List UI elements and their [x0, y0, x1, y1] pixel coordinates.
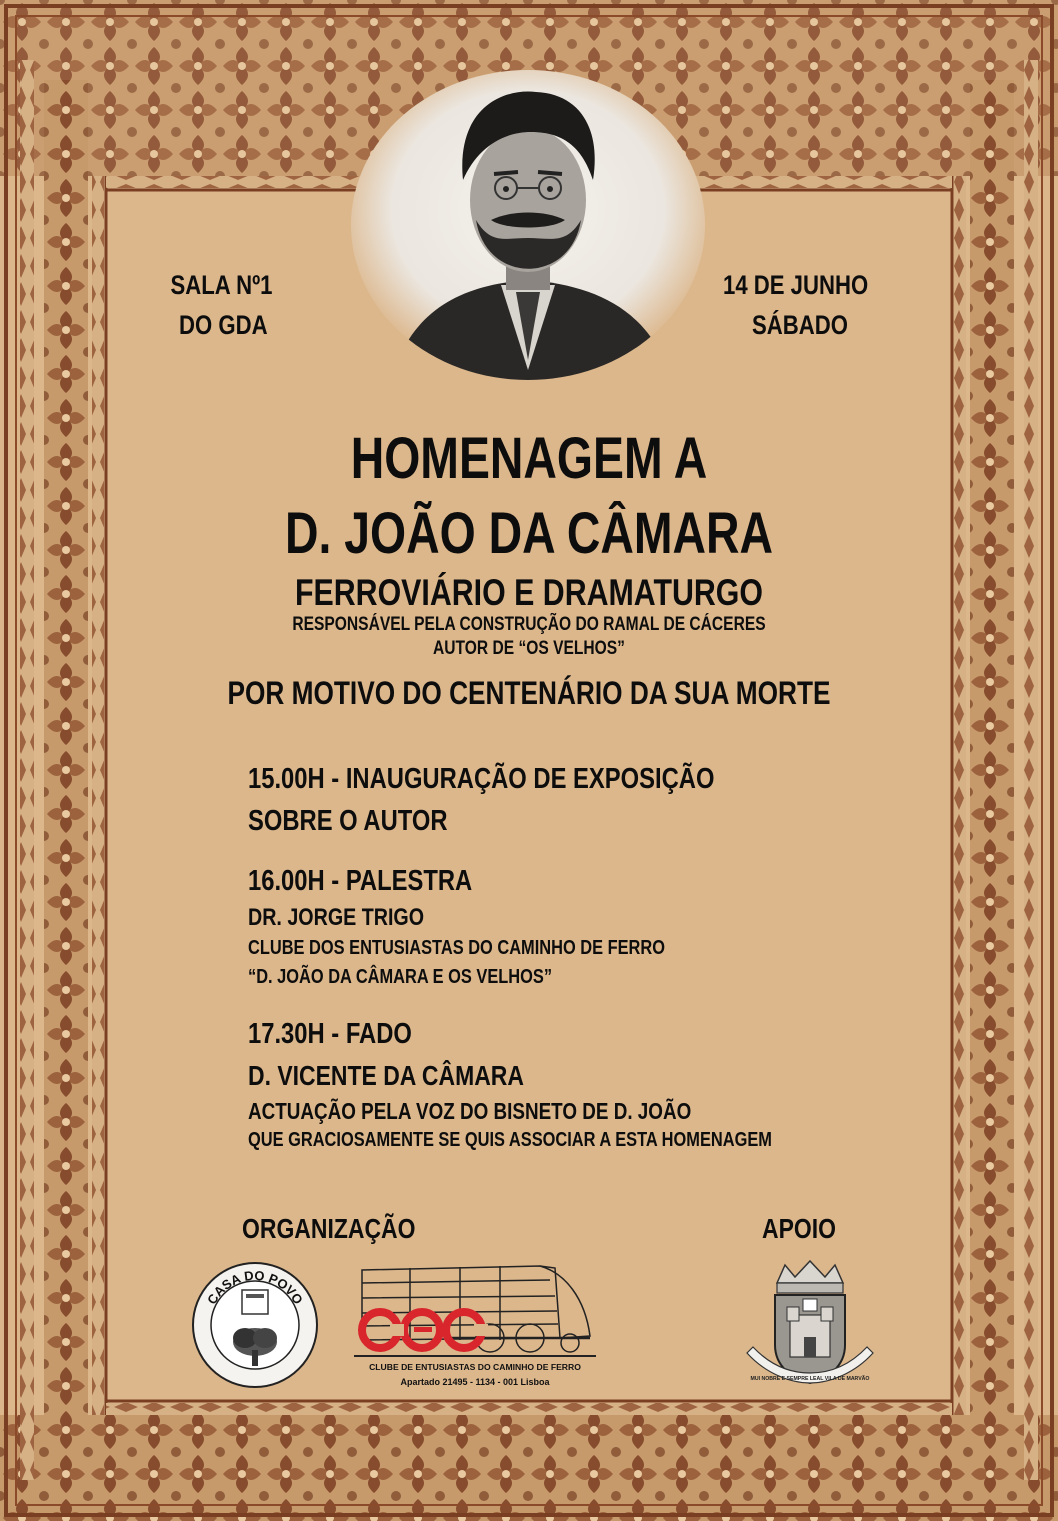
program-item-2-org: CLUBE DOS ENTUSIASTAS DO CAMINHO DE FERRO: [248, 937, 666, 959]
portrait-photo: [351, 70, 705, 380]
description-line-2: AUTOR DE “OS VELHOS”: [433, 638, 625, 659]
title-line-1: HOMENAGEM A: [350, 426, 708, 491]
support-label: APOIO: [762, 1213, 836, 1244]
svg-text:Apartado 21495 - 1134 - 001 Li: Apartado 21495 - 1134 - 001 Lisboa: [400, 1377, 550, 1387]
svg-text:CLUBE DE ENTUSIASTAS DO CAMINH: CLUBE DE ENTUSIASTAS DO CAMINHO DE FERRO: [369, 1362, 581, 1372]
municipal-coat-of-arms-icon: [735, 1255, 885, 1395]
portrait-icon: [351, 70, 705, 380]
program-item-2-speaker: DR. JORGE TRIGO: [248, 904, 425, 931]
date-line-2: SÁBADO: [752, 310, 848, 340]
date-line-1: 14 DE JUNHO: [723, 270, 869, 300]
title-line-2: D. JOÃO DA CÂMARA: [284, 501, 774, 566]
program-item-2-talk: “D. JOÃO DA CÂMARA E OS VELHOS”: [248, 966, 553, 988]
svg-text:MUI NOBRE E SEMPRE LEAL VILA D: MUI NOBRE E SEMPRE LEAL VILA DE MARVÃO: [750, 1376, 870, 1382]
venue-line-2: DO GDA: [179, 310, 268, 340]
tree-emblem-logo-icon: [190, 1260, 320, 1390]
program-item-3-detail-2: QUE GRACIOSAMENTE SE QUIS ASSOCIAR A ESTA HOMENAGEM: [248, 1129, 772, 1151]
subtitle: FERROVIÁRIO E DRAMATURGO: [294, 572, 764, 613]
program-item-3-performer: D. VICENTE DA CÂMARA: [248, 1060, 524, 1091]
program-item-3-detail-1: ACTUAÇÃO PELA VOZ DO BISNETO DE D. JOÃO: [248, 1098, 692, 1124]
program-item-2-heading: 16.00H - PALESTRA: [248, 865, 473, 897]
program-item-1-detail: SOBRE O AUTOR: [248, 805, 448, 837]
occasion-line: POR MOTIVO DO CENTENÁRIO DA SUA MORTE: [227, 675, 831, 711]
venue-line-1: SALA Nº1: [170, 270, 273, 300]
description-line-1: RESPONSÁVEL PELA CONSTRUÇÃO DO RAMAL DE CÁCERES: [292, 614, 766, 635]
steam-locomotive-logo-icon: [350, 1258, 610, 1393]
svg-text:CASA DO POVO: CASA DO POVO: [204, 1267, 306, 1307]
program-item-1-heading: 15.00H - INAUGURAÇÃO DE EXPOSIÇÃO: [248, 763, 715, 795]
program-item-3-heading: 17.30H - FADO: [248, 1018, 412, 1050]
organization-label: ORGANIZAÇÃO: [242, 1213, 416, 1244]
